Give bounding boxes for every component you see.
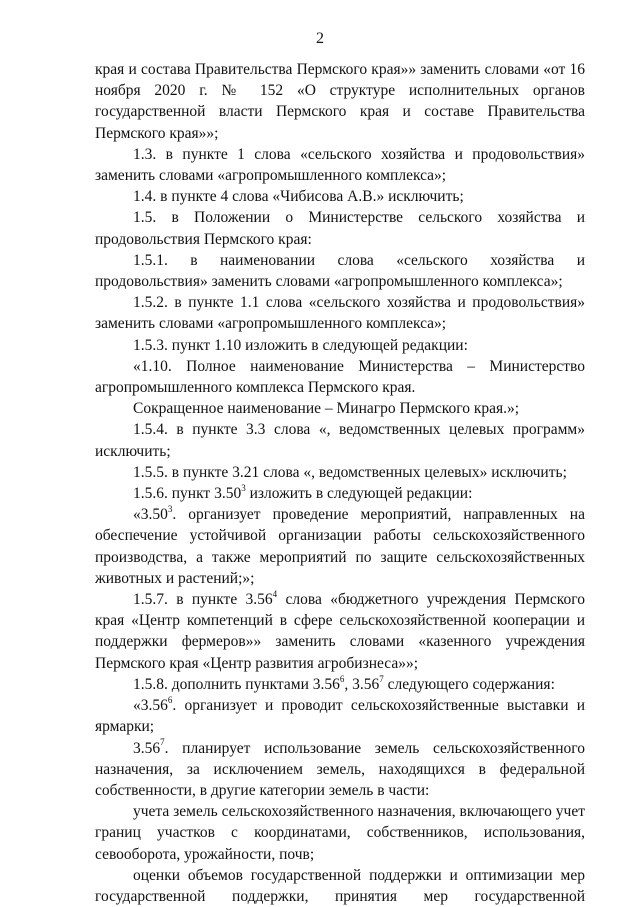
paragraph-text: следующего содержания: — [383, 675, 555, 693]
paragraph: учета земель сельскохозяйственного назначения, включающего учет границ участков с координатами, собственников, использования, севооборота, урожайности, почв; — [95, 803, 585, 863]
paragraph: края и состава Правительства Пермского края»» заменить словами «от 16 ноября 2020 г. № 152 «О структуре исполнительных органов государственной власти Пермского края и составе Правительства Пермского края»»; — [95, 61, 585, 142]
paragraph: 1.3. в пункте 1 слова «сельского хозяйства и продовольствия» заменить словами «агропромышленного комплекса»; — [95, 145, 585, 185]
paragraph-text: «3.50 — [133, 506, 168, 524]
paragraph: 1.4. в пункте 4 слова «Чибисова А.В.» исключить; — [133, 188, 464, 206]
page-number: 2 — [316, 30, 324, 47]
superscript: 7 — [379, 673, 384, 684]
paragraph-text: слова «бюджетного учреждения Пермского края «Центр компетенций в сфере сельскохозяйственной кооперации и поддержки фермеров»» заменить словами «казенного учреждения Пермского края «Центр развития агробизнеса»»; — [95, 591, 585, 672]
paragraph: 1.5.1. в наименовании слова «сельского хозяйства и продовольствия» заменить словами «агропромышленного комплекса»; — [95, 251, 585, 291]
paragraph — [95, 674, 585, 695]
paragraph: Сокращенное наименование – Минагро Пермского края.»; — [133, 400, 520, 418]
superscript: 3 — [167, 504, 173, 515]
paragraph: 1.5.5. в пункте 3.21 слова «, ведомственных целевых» исключить; — [133, 463, 567, 481]
document-body — [95, 59, 585, 907]
paragraph-text: . организует и проводит сельскохозяйственные выставки и ярмарки; — [95, 697, 585, 736]
paragraph-text: . организует проведение мероприятий, направленных на обеспечение устойчивой организации работы сельскохозяйственного производства, а также мероприятий по защите сельскохозяйственных животных и растений;»; — [95, 506, 585, 587]
paragraph: 1.5.2. в пункте 1.1 слова «сельского хозяйства и продовольствия» заменить словами «агропромышленного комплекса»; — [95, 294, 585, 333]
paragraph-text: 1.5.8. дополнить пунктами 3.56 — [133, 675, 340, 693]
superscript: 4 — [272, 588, 278, 599]
paragraph — [95, 695, 585, 737]
paragraph-text: 1.5.6. пункт 3.50 — [133, 485, 242, 503]
paragraph-text: 1.5.7. в пункте 3.56 — [133, 591, 273, 609]
superscript: 3 — [241, 482, 246, 493]
paragraph — [95, 504, 585, 589]
paragraph-text: 3.56 — [133, 739, 161, 757]
paragraph — [95, 589, 585, 674]
paragraph-text: изложить в следующей редакции: — [245, 485, 473, 503]
paragraph — [95, 483, 585, 504]
paragraph: 1.5.4. в пункте 3.3 слова «, ведомственных целевых программ» исключить; — [95, 421, 585, 460]
paragraph-text: . планирует использование земель сельскохозяйственного назначения, за исключением земель, находящихся в федеральной собственности, в другие категории земель в части: — [95, 739, 585, 799]
paragraph: 1.5.3. пункт 1.10 изложить в следующей редакции: — [133, 336, 468, 354]
paragraph: «1.10. Полное наименование Министерства – Министерство агропромышленного комплекса Пермского края. — [95, 357, 585, 397]
paragraph: оценки объемов государственной поддержки и оптимизации мер государственной поддержки, принятия мер государственной — [95, 866, 585, 905]
superscript: 6 — [167, 694, 173, 705]
paragraph — [95, 738, 585, 802]
superscript: 6 — [339, 673, 345, 684]
paragraph-text: , 3.56 — [344, 675, 380, 693]
paragraph: 1.5. в Положении о Министерстве сельского хозяйства и продовольствия Пермского края: — [95, 209, 585, 248]
paragraph-text: «3.56 — [133, 697, 168, 715]
superscript: 7 — [160, 737, 165, 748]
